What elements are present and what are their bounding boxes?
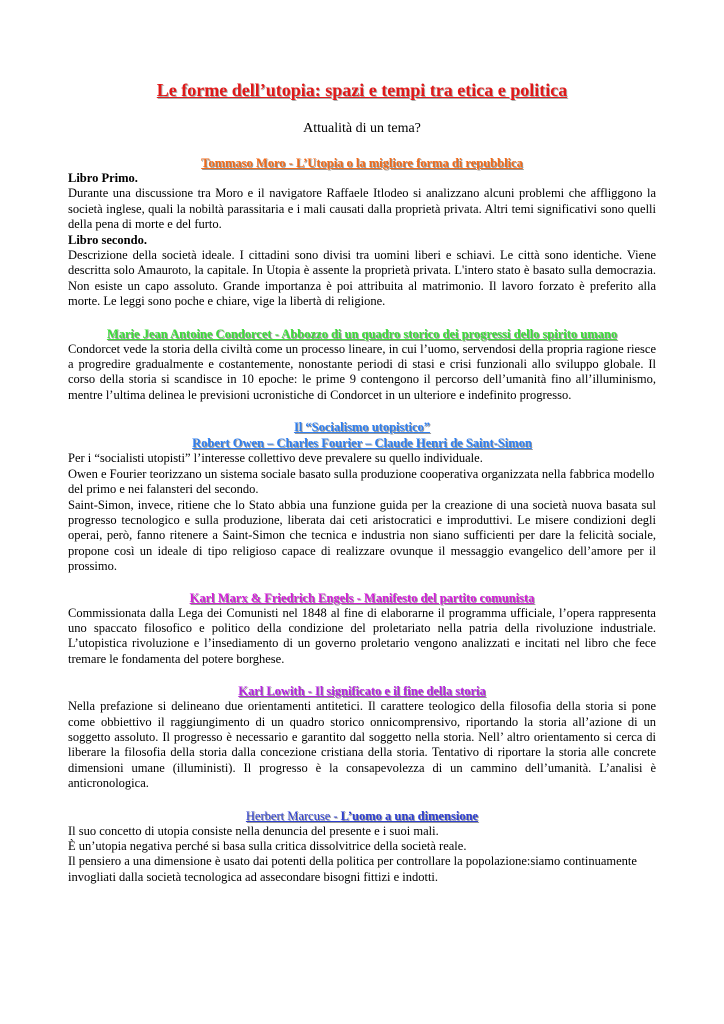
socialismo-paragraph-1: Per i “socialisti utopisti” l’interesse collettivo deve prevalere su quello individuale.	[68, 451, 483, 466]
section-lowith	[68, 683, 656, 791]
socialismo-paragraph-3: Saint-Simon, invece, ritiene che lo Stato abbia una funzione guida per la creazione di una società nuova basata sul progresso tecnologico e sulla produzione, liberata dai ceti aristocratici e improduttivi. Le misere condizioni degli operai, però, fanno ritenere a Saint-Simon che tecnica e industria non siano sufficienti per dare la felicità sociale, propone così un ideale di tipo religioso capace di realizzare ovunque il messaggio evangelico dell’amore per il prossimo.	[68, 497, 656, 574]
section-heading-marx-engels: Karl Marx & Friedrich Engels - Manifesto del partito comunista	[189, 590, 535, 605]
section-marcuse	[68, 808, 656, 886]
condorcet-paragraph: Condorcet vede la storia della civiltà come un processo lineare, in cui l’uomo, servendosi della propria ragione riesce a progredire gradualmente e costantemente, nonostante periodi di stasi e crisi funzionali allo sviluppo globale. Il corso della storia si scandisce in 10 epoche: le prime 9 contengono il percorso dell’umanità fino all’illuminismo, mentre l’ultima delinea le previsioni ucronistiche di Condorcet in un ulteriore e indefinito progresso.	[68, 341, 656, 402]
moro-paragraph-1: Durante una discussione tra Moro e il navigatore Raffaele Itlodeo si analizzano alcuni problemi che affliggono la società inglese, quali la nobiltà parassitaria e i mali causati dalla proprietà privata. Altri temi significativi sono quelli della pena di morte e del furto.	[68, 186, 656, 232]
section-heading-lowith: Karl Lowith - Il significato e il fine della storia	[238, 684, 486, 699]
document-subtitle: Attualità di un tema?	[303, 121, 421, 136]
section-heading-socialismo: Il “Socialismo utopistico”	[293, 420, 431, 435]
section-subheading-authors: Robert Owen – Charles Fourier – Claude Henri de Saint-Simon	[192, 436, 532, 451]
marcuse-author: Herbert Marcuse -	[245, 808, 341, 823]
book-one-label: Libro Primo.	[68, 171, 138, 185]
marcuse-paragraph-2: È un’utopia negativa perché si basa sulla critica dissolvitrice della società reale.	[68, 839, 467, 853]
document-title: Le forme dell’utopia: spazi e tempi tra etica e politica	[156, 80, 568, 100]
marcuse-work-title: L’uomo a una dimensione	[340, 808, 479, 823]
socialismo-paragraph-2: Owen e Fourier teorizzano un sistema sociale basato sulla produzione cooperativa organizzata nella fabbrica modello del primo e nei falansteri del secondo.	[68, 466, 655, 497]
marcuse-paragraph-1: Il suo concetto di utopia consiste nella denuncia del presente e i suoi mali.	[68, 823, 439, 838]
document-page	[68, 78, 656, 885]
section-heading-marcuse	[68, 808, 656, 824]
section-moro	[68, 155, 656, 310]
marx-engels-paragraph: Commissionata dalla Lega dei Comunisti nel 1848 al fine di elaborarne il programma ufficiale, l’opera rappresenta uno spaccato filosofico e politico della condizione del proletariato nella patria della rivoluzione industriale. L’utopistica rivoluzione e l’insediamento di un governo proletario vengono analizzati e incitati nel libro che fece tremare le fondamenta del potere borghese.	[68, 605, 656, 666]
section-socialismo	[68, 419, 656, 574]
moro-paragraph-2: Descrizione della società ideale. I cittadini sono divisi tra uomini liberi e schiavi. Le città sono identiche. Viene descritta solo Amauroto, la capitale. In Utopia è assente la proprietà privata. L'intero stato è basato sulla democrazia. Non esiste un capo assoluto. Grande importanza è poi attribuita al matrimonio. Il lavoro forzato è preferito alla morte. Le leggi sono poche e chiare, vige la libertà di religione.	[68, 248, 656, 309]
marcuse-paragraph-3: Il pensiero a una dimensione è usato dai potenti della politica per controllare la popolazione:siamo continuamente invogliati dalla società tecnologica ad assecondare bisogni fittizi e indotti.	[68, 854, 637, 884]
lowith-paragraph: Nella prefazione si delineano due orientamenti antitetici. Il carattere teologico della filosofia della storia si pone come obbiettivo il raggiungimento di un quadro storico onnicomprensivo, riportando la storia all’azione di un soggetto assoluto. Il progresso è necessario e garantito dal soggetto nella storia. Nell’ altro orientamento si cerca di liberare la filosofia della storia dalla concezione cristiana della storia. Tentativo di riportare la storia alle concrete dimensioni umane (illuministi). Il progresso è la consapevolezza di un cammino dell’umanità. L’analisi è anticronologica.	[68, 699, 656, 791]
section-condorcet	[68, 326, 656, 404]
section-heading-moro: Tommaso Moro - L’Utopia o la migliore forma di repubblica	[201, 156, 523, 170]
book-two-label: Libro secondo.	[68, 232, 147, 247]
section-heading-condorcet: Marie Jean Antoine Condorcet - Abbozzo di un quadro storico dei progressi dello spirito umano	[106, 326, 618, 341]
section-marx-engels	[68, 590, 656, 668]
